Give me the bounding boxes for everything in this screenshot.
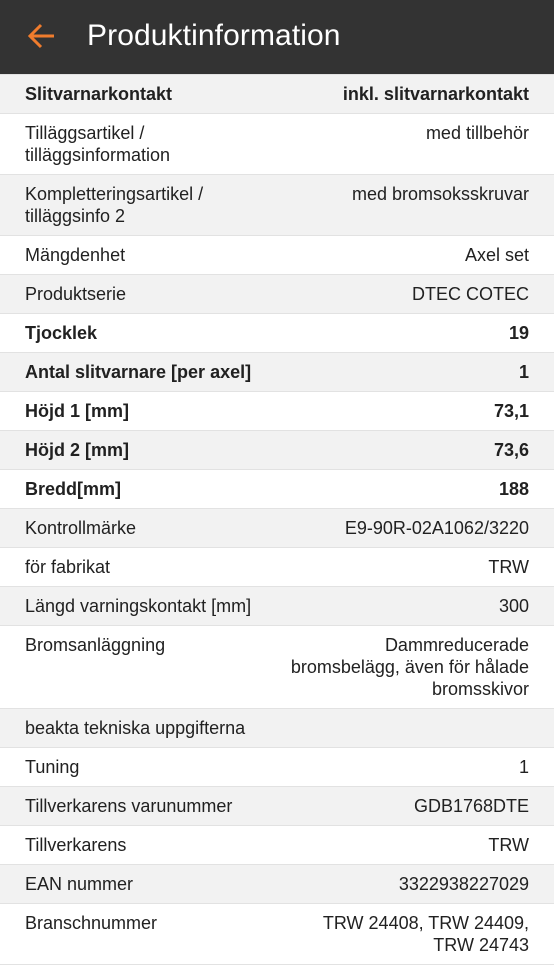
spec-label: Längd varningskontakt [mm] bbox=[25, 596, 252, 616]
spec-row bbox=[0, 548, 554, 587]
spec-label: Tilläggsartikel / tilläggsinformation bbox=[25, 123, 171, 165]
spec-value: TRW 24408, TRW 24409, TRW 24743 bbox=[322, 913, 529, 955]
spec-value: 73,1 bbox=[493, 401, 529, 421]
spec-row bbox=[0, 431, 554, 470]
spec-value: 73,6 bbox=[493, 440, 529, 460]
spec-label: Tjocklek bbox=[25, 323, 98, 343]
spec-row bbox=[0, 236, 554, 275]
spec-row bbox=[0, 275, 554, 314]
page-title: Produktinformation bbox=[87, 19, 341, 52]
spec-label: Tillverkarens bbox=[25, 835, 127, 855]
spec-row bbox=[0, 353, 554, 392]
spec-label: Bredd[mm] bbox=[25, 479, 122, 499]
spec-row bbox=[0, 470, 554, 509]
spec-label: beakta tekniska uppgifterna bbox=[25, 718, 246, 738]
spec-value: DTEC COTEC bbox=[412, 284, 529, 304]
spec-row bbox=[0, 587, 554, 626]
spec-value: GDB1768DTE bbox=[413, 796, 529, 816]
spec-table bbox=[0, 74, 554, 965]
spec-value: med tillbehör bbox=[425, 123, 529, 143]
spec-label: Mängdenhet bbox=[25, 245, 126, 265]
spec-label: Höjd 2 [mm] bbox=[25, 440, 130, 460]
spec-value: 19 bbox=[508, 323, 529, 343]
spec-label: Bromsanläggning bbox=[25, 635, 166, 655]
spec-value: 300 bbox=[498, 596, 529, 616]
spec-label: Slitvarnarkontakt bbox=[25, 84, 173, 104]
spec-row bbox=[0, 865, 554, 904]
spec-row bbox=[0, 826, 554, 865]
spec-value: TRW bbox=[488, 557, 529, 577]
spec-label: Antal slitvarnare [per axel] bbox=[25, 362, 252, 382]
spec-row bbox=[0, 748, 554, 787]
spec-row bbox=[0, 787, 554, 826]
spec-value: 3322938227029 bbox=[398, 874, 529, 894]
spec-row bbox=[0, 904, 554, 965]
spec-value: E9-90R-02A1062/3220 bbox=[344, 518, 529, 538]
spec-value: Dammreducerade bromsbelägg, även för hålade bromsskivor bbox=[290, 635, 529, 699]
spec-label: Tillverkarens varunummer bbox=[25, 796, 233, 816]
spec-value: 1 bbox=[518, 757, 529, 777]
spec-value: inkl. slitvarnarkontakt bbox=[342, 84, 529, 104]
spec-value: TRW bbox=[488, 835, 529, 855]
spec-value: med bromsoksskruvar bbox=[351, 184, 529, 204]
spec-row bbox=[0, 314, 554, 353]
spec-label: Kontrollmärke bbox=[25, 518, 137, 538]
spec-label: EAN nummer bbox=[25, 874, 134, 894]
spec-row bbox=[0, 709, 554, 748]
app-bar bbox=[0, 0, 554, 74]
spec-row bbox=[0, 175, 554, 236]
spec-row bbox=[0, 392, 554, 431]
arrow-left-icon bbox=[28, 23, 56, 49]
spec-value: Axel set bbox=[464, 245, 529, 265]
spec-row bbox=[0, 626, 554, 709]
spec-value: 188 bbox=[498, 479, 529, 499]
spec-label: Tuning bbox=[25, 757, 80, 777]
spec-label: för fabrikat bbox=[25, 557, 111, 577]
spec-label: Branschnummer bbox=[25, 913, 158, 933]
spec-label: Höjd 1 [mm] bbox=[25, 401, 130, 421]
back-button[interactable] bbox=[0, 0, 86, 74]
spec-row bbox=[0, 75, 554, 114]
spec-label: Kompletteringsartikel / tilläggsinfo 2 bbox=[25, 184, 204, 226]
spec-label: Produktserie bbox=[25, 284, 127, 304]
spec-row bbox=[0, 509, 554, 548]
spec-value: 1 bbox=[518, 362, 529, 382]
spec-row bbox=[0, 114, 554, 175]
